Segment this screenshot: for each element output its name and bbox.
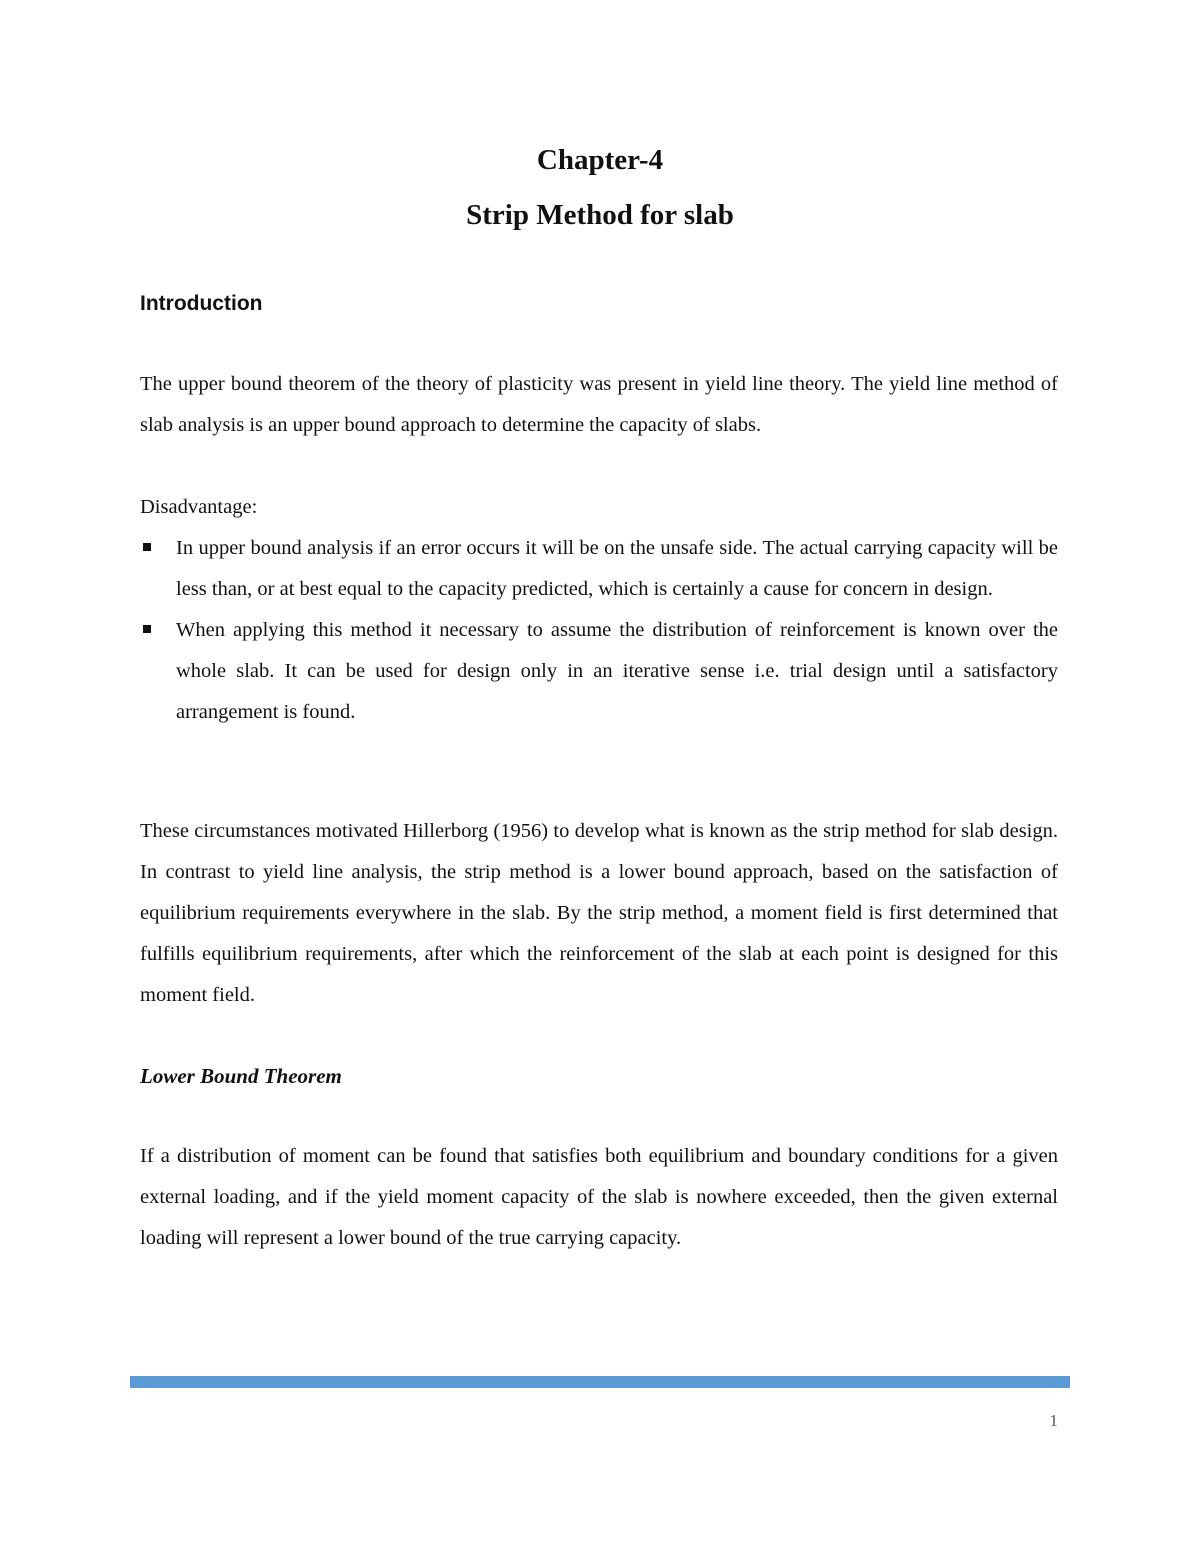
lower-bound-theorem-heading: Lower Bound Theorem	[140, 1064, 342, 1088]
list-item-text: In upper bound analysis if an error occurs it will be on the unsafe side. The actual carrying capacity will be less than, or at best equal to the capacity predicted, which is certainly a cause for concern in design.	[176, 537, 1058, 600]
motivation-paragraph: These circumstances motivated Hillerborg (1956) to develop what is known as the strip method for slab design. In contrast to yield line analysis, the strip method is a lower bound approach, based on the satisfaction of equilibrium requirements everywhere in the slab. By the strip method, a moment field is first determined that fulfills equilibrium requirements, after which the reinforcement of the slab at each point is designed for this moment field.	[140, 820, 1058, 1006]
square-bullet-icon	[143, 543, 151, 551]
chapter-title: Strip Method for slab	[466, 199, 734, 231]
list-item	[140, 528, 1058, 610]
introduction-heading: Introduction	[140, 292, 263, 315]
disadvantage-label: Disadvantage:	[140, 496, 258, 518]
introduction-paragraph: The upper bound theorem of the theory of plasticity was present in yield line theory. The yield line method of slab analysis is an upper bound approach to determine the capacity of slabs.	[140, 373, 1058, 436]
page-number: 1	[1049, 1411, 1058, 1430]
list-item-text: When applying this method it necessary to assume the distribution of reinforcement is known over the whole slab. It can be used for design only in an iterative sense i.e. trial design until a satisfactory arrangement is found.	[176, 619, 1058, 723]
disadvantage-list	[140, 528, 1058, 733]
lower-bound-theorem-paragraph: If a distribution of moment can be found that satisfies both equilibrium and boundary conditions for a given external loading, and if the yield moment capacity of the slab is nowhere exceeded, then the given external loading will represent a lower bound of the true carrying capacity.	[140, 1145, 1058, 1249]
chapter-number: Chapter-4	[536, 144, 664, 176]
square-bullet-icon	[143, 625, 151, 633]
footer-rule	[130, 1376, 1070, 1388]
list-item	[140, 610, 1058, 733]
